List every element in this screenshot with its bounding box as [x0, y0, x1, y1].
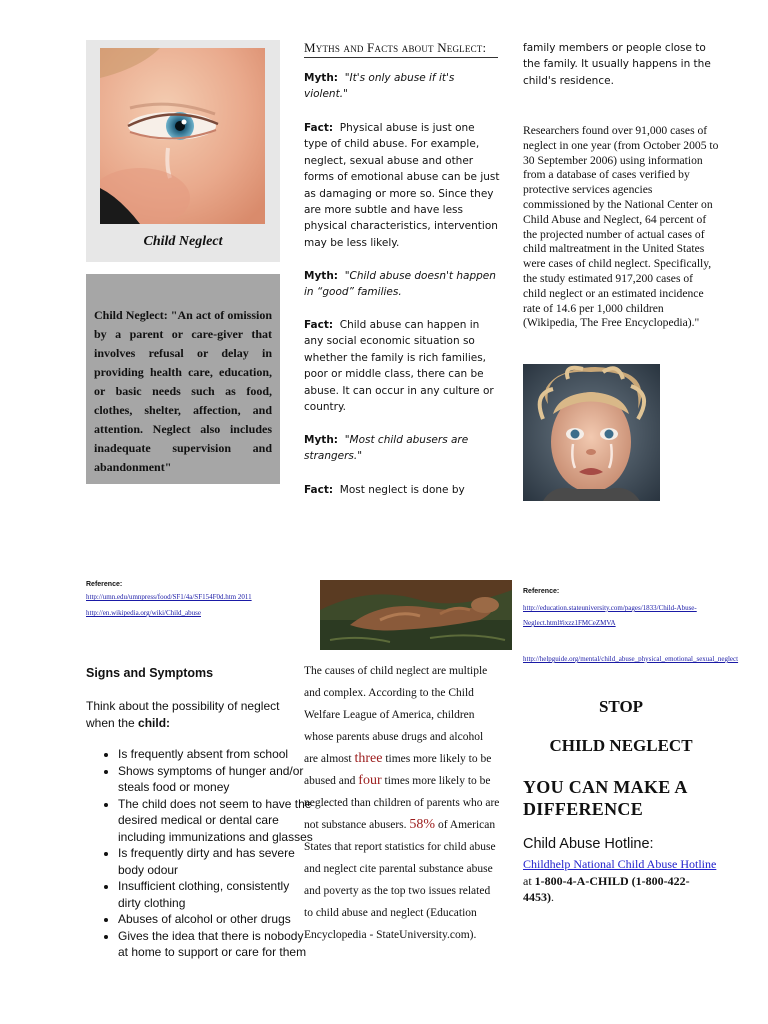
fact-1: Fact: Physical abuse is just one type of child abuse. For example, neglect, sexual abuse and other forms of emotional abuse can be just as damaging or more so. Since they are more subtle and have less physical characteristics, intervention may be less likely.: [304, 122, 500, 249]
myth-3: Myth: "Most child abusers are strangers.": [304, 434, 469, 463]
hotline-label: Child Abuse Hotline:: [523, 836, 654, 852]
hotline-text: Childhelp National Child Abuse Hotline at 1-800-4-A-CHILD (1-800-422-4453).: [523, 857, 717, 904]
signs-list: [86, 746, 314, 961]
fact-2: Fact: Child abuse can happen in any social economic situation so whether the family is rich families, poor or middle class, there can be abuse. It can occur in any culture or country.: [304, 319, 494, 414]
child-neglect-heading: CHILD NEGLECT: [549, 736, 693, 755]
highlight-percent: 58%: [409, 817, 436, 832]
myth-2: Myth: "Child abuse doesn't happen in “good” families.: [304, 270, 496, 299]
highlight-four: four: [358, 773, 382, 788]
highlight-three: three: [354, 751, 383, 766]
crying-eye-photo: [100, 48, 265, 224]
fact-3: Fact: Most neglect is done by: [304, 484, 465, 496]
reference-heading-right: Reference:: [523, 588, 560, 595]
crying-child-photo: [523, 364, 660, 501]
reference-link[interactable]: http://en.wikipedia.org/wiki/Child_abuse: [86, 609, 201, 617]
myth-1: Myth: "It's only abuse if it's violent.": [304, 72, 455, 101]
signs-title: Signs and Symptoms: [86, 666, 214, 680]
list-item: • Gives the idea that there is nobody at home to support or care for them: [118, 928, 314, 961]
list-item: • The child does not seem to have the desired medical or dental care including immunizations and glasses: [118, 796, 314, 846]
causes-paragraph: The causes of child neglect are multiple and complex. According to the Child Welfare League of America, children whose parents abuse drugs and alcohol are almost three times more likely to be abused and four times more likely to be neglected than children of parents who are not substance abusers. 58% of American States that report statistics for child abuse and neglect cite parental substance abuse and poverty as the top two issues related to child abuse and neglect (Education Encyclopedia - StateUniversity.com).: [304, 665, 500, 941]
list-item: • Abuses of alcohol or other drugs: [118, 911, 314, 928]
neglect-photo: [320, 580, 512, 650]
hotline-number: 1-800-4-A-CHILD (1-800-422-4453): [523, 873, 690, 904]
difference-heading: YOU CAN MAKE A DIFFERENCE: [523, 777, 687, 819]
stop-heading: STOP: [598, 697, 644, 716]
list-item: • Is frequently absent from school: [118, 746, 314, 763]
reference-heading-left: Reference:: [86, 581, 123, 588]
hotline-link[interactable]: Childhelp National Child Abuse Hotline: [523, 857, 717, 871]
signs-intro: Think about the possibility of neglect when the child:: [86, 699, 280, 730]
list-item: • Insufficient clothing, consistently dirty clothing: [118, 878, 314, 911]
list-item: • Is frequently dirty and has severe body odour: [118, 845, 314, 878]
list-item: • Shows symptoms of hunger and/or steals food or money: [118, 763, 314, 796]
research-paragraph: Researchers found over 91,000 cases of neglect in one year (from October 2005 to 30 September 2006) using information from a database of cases verified by protective services agencies commissioned by the National Center on Child Abuse and Neglect, 64 percent of the projected number of actual cases of child maltreatment in the United States were cases of child neglect. Specifically, the study estimated 917,200 cases of child neglect or an estimated incidence rate of 14.6 per 1,000 children (Wikipedia, The Free Encyclopedia).": [523, 124, 719, 330]
reference-link[interactable]: http://umn.edu/umnpress/food/SF1/4a/SF154F0d.htm 2011: [86, 593, 252, 601]
fact-continuation: family members or people close to the family. It usually happens in the child's residence.: [523, 42, 711, 87]
definition-text: Child Neglect: "An act of omission by a parent or care-giver that involves refusal or delay in providing health care, education, or basic needs such as food, clothes, shelter, affection, and attention. Neglect also includes inadequate supervision and abandonment": [94, 308, 272, 474]
myths-title: Myths and Facts about Neglect:: [304, 40, 498, 58]
photo-caption: Child Neglect: [143, 234, 223, 249]
reference-link[interactable]: http://education.stateuniversity.com/pages/1833/Child-Abuse-Neglect.html#ixzz1FMCeZMVA: [523, 604, 697, 627]
reference-link[interactable]: http://helpguide.org/mental/child_abuse_physical_emotional_sexual_neglect: [523, 655, 739, 663]
